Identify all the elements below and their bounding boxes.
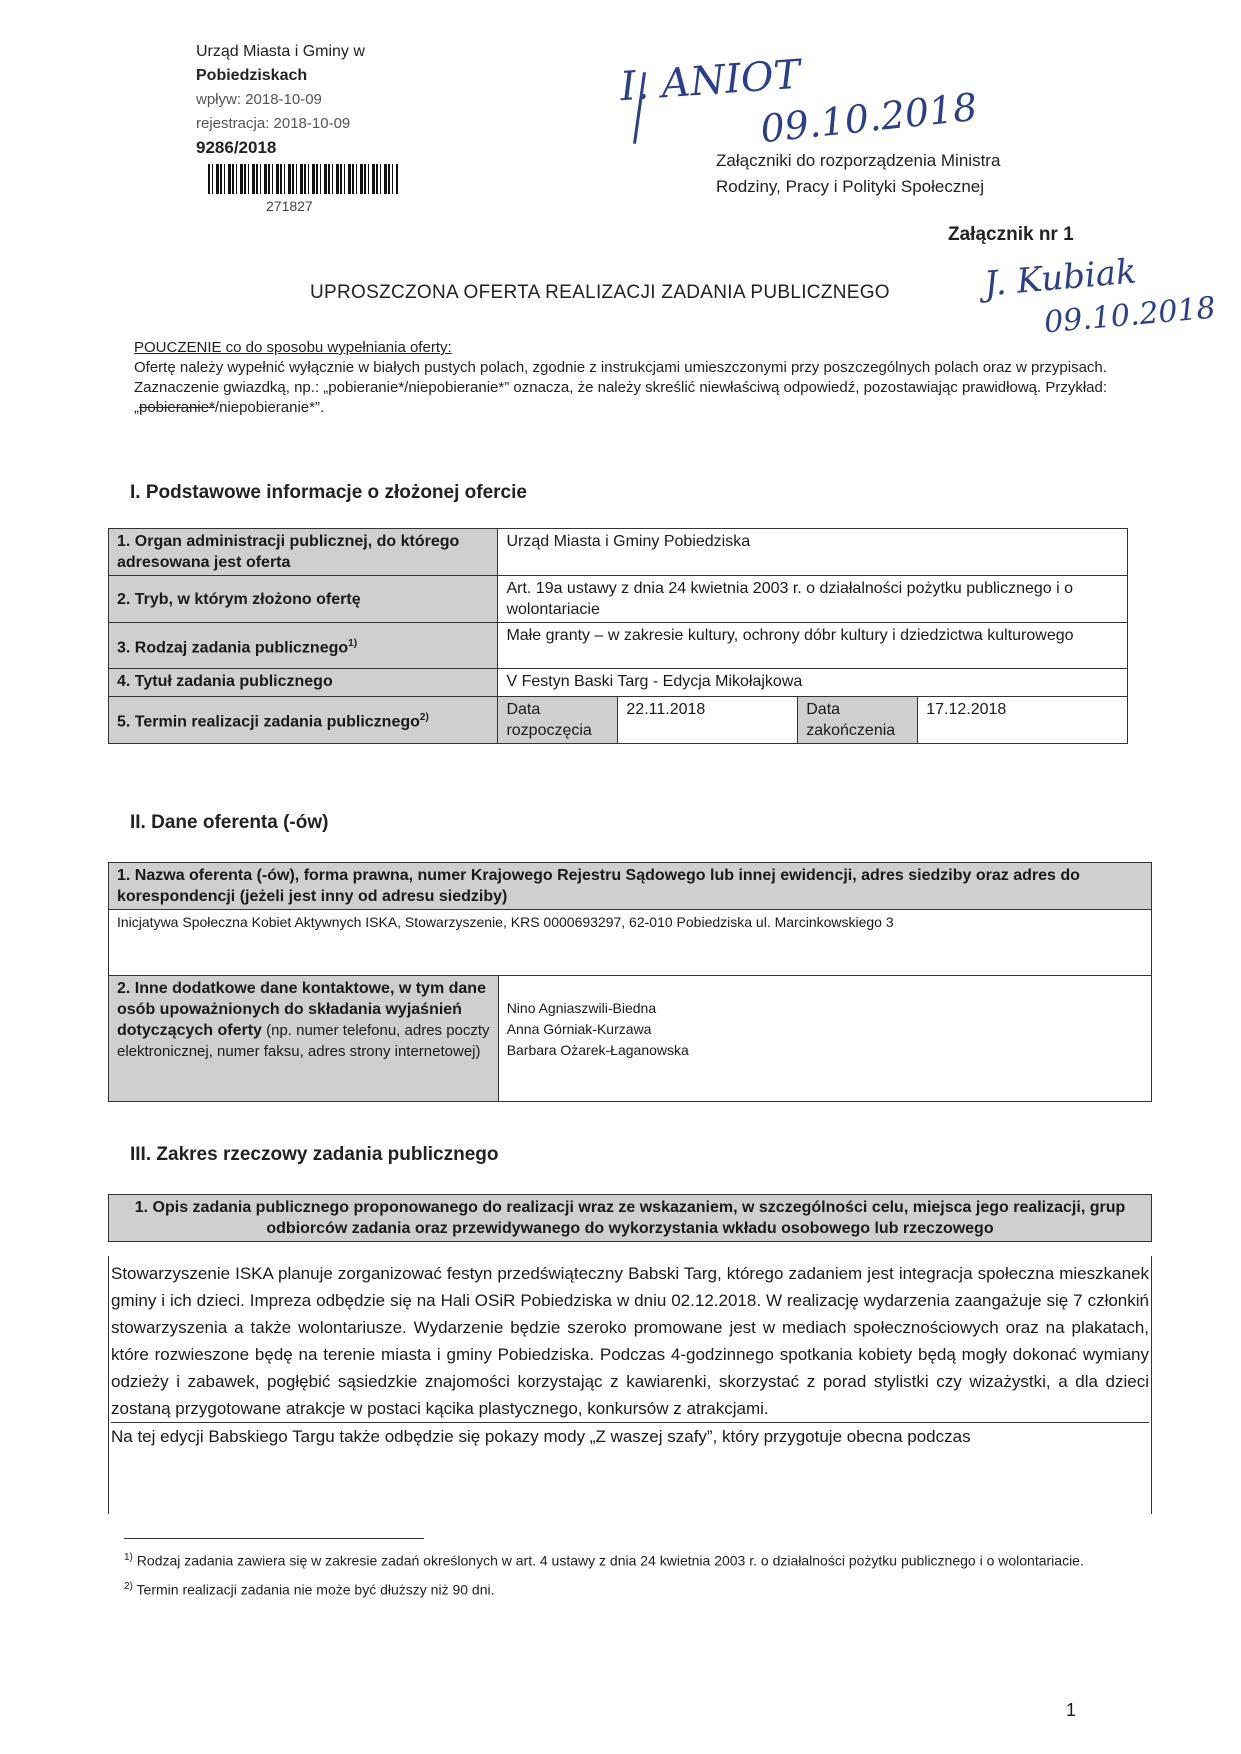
- field-label: 5. Termin realizacji zadania publicznego$^{2)}$: [109, 697, 498, 744]
- list-item: Nino Agniaszwili-Biedna: [506, 1000, 657, 1016]
- stamp-number: 9286/2018: [196, 138, 277, 157]
- task-description-text: Stowarzyszenie ISKA planuje zorganizować festyn przedświąteczny Babski Targ, którego zadaniem jest integracja społeczna mieszkanek gminy i ich dzieci. Impreza odbędzie się na Hali OSiR Pobiedziska w dniu 02.12.2018. W realizację wydarzenia zaangażuje się 7 członkiń stowarzyszenia a także wolontariusze. Wydarzenie będzie szeroko promowane jest w mediach społecznościowych oraz na plakatach, które rozwieszone będę na terenie miasta i gminy Pobiedziska. Podczas 4-godzinnego spotkania kobiety będą mogły dokonać wymiany odzieży i zabawek, pogłębić sąsiedzkie znajomości korzystając z kawiarenki, skorzystać z porad stylistki czy wizażystki, a dla dzieci zostaną przygotowane atrakcje w postaci kącika plastycznego, konkursów z atrakcjami. Na tej edycji Babskiego Targu także odbędzie się pokazy mody „Z waszej szafy”, który przygotuje obecna podczas: [108, 1256, 1152, 1514]
- section-3-heading: III. Zakres rzeczowy zadania publicznego: [130, 1144, 499, 1165]
- footnote-1: $^{1)}$ Rodzaj zadania zawiera się w zakresie zadań określonych w art. 4 ustawy z dnia 24 kwietnia 2003 r. o działalności pożytku publicznego i o wolontariacie.: [124, 1552, 1084, 1569]
- stamp-received-date: wpływ: 2018-10-09: [196, 91, 322, 108]
- document-title: UPROSZCZONA OFERTA REALIZACJI ZADANIA PUBLICZNEGO: [310, 282, 890, 303]
- section-2-heading: II. Dane oferenta (-ów): [130, 812, 329, 833]
- scope-table: [108, 1194, 1152, 1242]
- table-row: [109, 529, 1128, 576]
- table-row: [109, 623, 1128, 669]
- table-row: [109, 669, 1128, 697]
- contact-persons: [498, 976, 1151, 1102]
- regulation-line-1: Załączniki do rozporządzenia Ministra: [716, 151, 1001, 170]
- regulation-reference: [716, 148, 1076, 200]
- list-item: Anna Górniak-Kurzawa: [506, 1021, 652, 1037]
- field-label: 3. Rodzaj zadania publicznego$^{1)}$: [109, 623, 498, 669]
- list-item: Barbara Ożarek-Łaganowska: [506, 1042, 689, 1058]
- footnotes: [124, 1548, 1104, 1605]
- section-1-heading: I. Podstawowe informacje o złożonej ofercie: [130, 482, 527, 503]
- instructions: [134, 338, 1114, 418]
- field-value: Małe granty – w zakresie kultury, ochrony dóbr kultury i dziedzictwa kulturowego: [498, 623, 1128, 669]
- contact-label: 2. Inne dodatkowe dane kontaktowe, w tym dane osób upoważnionych do składania wyjaśnień dotyczących oferty (np. numer telefonu, adres poczty elektronicznej, numer faksu, adres strony internetowej): [109, 976, 499, 1102]
- instructions-line-1: Ofertę należy wypełnić wyłącznie w białych pustych polach, zgodnie z instrukcjami umieszczonymi przy poszczególnych polach oraz w przypisach.: [134, 359, 1107, 376]
- field-label: 2. Tryb, w którym złożono ofertę: [109, 576, 498, 623]
- instructions-line-2: Zaznaczenie gwiazdką, np.: „pobieranie*/niepobieranie*” oznacza, że należy skreślić niewłaściwą odpowiedź, pozostawiając prawidłową. Przykład: „pobieranie*/niepobieranie*”.: [134, 379, 1108, 416]
- table-row: [109, 1195, 1152, 1242]
- stamp-registration-date: rejestracja: 2018-10-09: [196, 115, 351, 132]
- footnote-2: $^{2)}$ Termin realizacji zadania nie może być dłuższy niż 90 dni.: [124, 1580, 495, 1598]
- barcode-number: 271827: [266, 198, 313, 214]
- field-value: V Festyn Baski Targ - Edycja Mikołajkowa: [498, 669, 1128, 697]
- regulation-line-2: Rodziny, Pracy i Polityki Społecznej: [716, 177, 985, 196]
- strikethrough-example: pobieranie*: [139, 399, 215, 416]
- task-description-label: 1. Opis zadania publicznego proponowanego do realizacji wraz ze wskazaniem, w szczególności celu, miejsca jego realizacji, grup odbiorców zadania oraz przewidywanego do wykorzystania wkładu osobowego lub rzeczowego: [109, 1195, 1152, 1242]
- handwritten-signature-date: 09.10.2018: [1042, 290, 1217, 341]
- field-label: 4. Tytuł zadania publicznego: [109, 669, 498, 697]
- instructions-heading: POUCZENIE co do sposobu wypełniania oferty:: [134, 339, 452, 356]
- field-value: Art. 19a ustawy z dnia 24 kwietnia 2003 r. o działalności pożytku publicznego i o wolontariacie: [498, 576, 1128, 623]
- field-label: 1. Organ administracji publicznej, do którego adresowana jest oferta: [109, 529, 498, 576]
- handwritten-date: 09.10.2018: [758, 84, 980, 152]
- offerer-table: [108, 862, 1152, 1102]
- footnote-divider: [124, 1538, 424, 1539]
- table-row: [109, 697, 1128, 744]
- table-row: [109, 863, 1152, 910]
- handwritten-signature: J. Kubiak: [982, 251, 1139, 305]
- field-value: Urząd Miasta i Gminy Pobiedziska: [498, 529, 1128, 576]
- table-row: [109, 976, 1152, 1102]
- offerer-name-label: 1. Nazwa oferenta (-ów), forma prawna, numer Krajowego Rejestru Sądowego lub innej ewidencji, adres siedziby oraz adres do korespondencji (jeżeli jest inny od adresu siedziby): [109, 863, 1152, 910]
- table-row: [109, 576, 1128, 623]
- annex-number: Załącznik nr 1: [948, 224, 1074, 245]
- start-date-value: 22.11.2018: [618, 697, 798, 744]
- end-date-label: Data zakończenia: [798, 697, 918, 744]
- registration-stamp: [196, 40, 436, 218]
- offerer-name-value: Inicjatywa Społeczna Kobiet Aktywnych ISKA, Stowarzyszenie, KRS 0000693297, 62-010 Pobiedziska ul. Marcinkowskiego 3: [109, 910, 1152, 976]
- stamp-town: Pobiedziskach: [196, 67, 308, 84]
- end-date-value: 17.12.2018: [918, 697, 1128, 744]
- barcode-icon: [208, 164, 398, 194]
- stamp-office: Urząd Miasta i Gminy w: [196, 43, 365, 60]
- start-date-label: Data rozpoczęcia: [498, 697, 618, 744]
- table-row: [109, 910, 1152, 976]
- page-number: 1: [1066, 1700, 1077, 1720]
- handwritten-received: I. ANIOT: [618, 51, 802, 111]
- basic-info-table: [108, 528, 1128, 744]
